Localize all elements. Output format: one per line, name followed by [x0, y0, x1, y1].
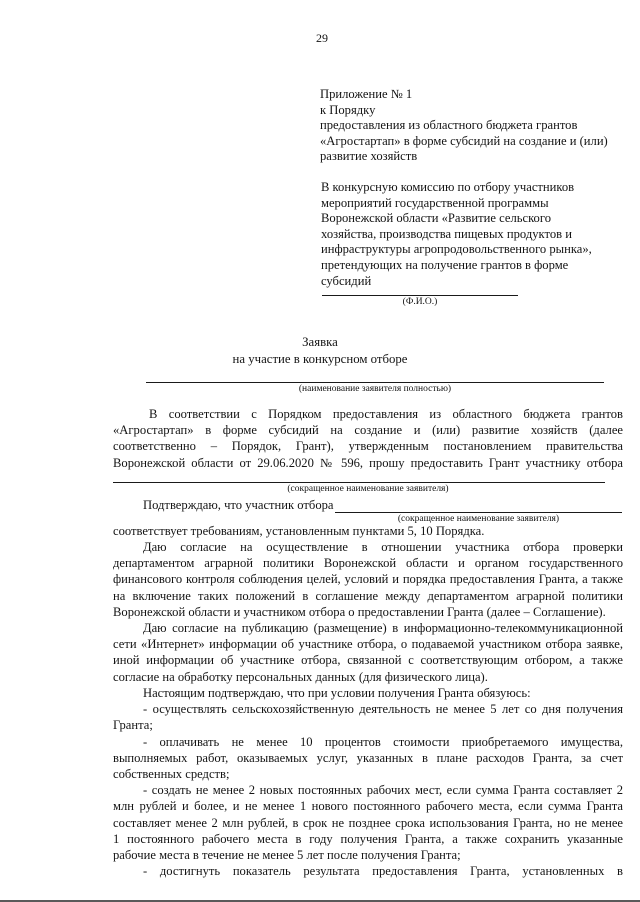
page-number: 29: [316, 31, 328, 45]
text-line: Даю согласие на публикацию (размещение) в информационно-телекоммуникационной: [143, 621, 623, 635]
applicant-name-caption: (наименование заявителя полностью): [298, 384, 452, 394]
text-line: финансового контроля соблюдения целей, условий и порядка предоставления Гранта, а также: [113, 572, 623, 587]
appendix-block: [320, 87, 608, 165]
confirm-prefix: Подтверждаю, что участник отбора: [143, 498, 334, 512]
obligation-line: - оплачивать не менее 10 процентов стоимости приобретаемого имущества,: [143, 734, 623, 749]
short-name-caption-1: (сокращенное наименование заявителя): [287, 484, 449, 494]
obligation-line: выполняемых работ, оказываемых услуг, указанных в плане расходов Гранта, за счет: [113, 750, 623, 765]
obligations-block: [113, 685, 623, 879]
fio-blank-line: [322, 295, 518, 296]
appendix-line: предоставления из областного бюджета грантов: [320, 118, 578, 133]
appendix-line: развитие хозяйств: [320, 149, 418, 164]
obligation-line: - осуществлять сельскохозяйственную деятельность не менее 5 лет со дня получения: [143, 702, 623, 717]
addressee-line: Воронежской области «Развитие сельского: [321, 211, 552, 226]
addressee-line: претендующих на получение грантов в форме: [321, 257, 569, 272]
appendix-line: к Порядку: [320, 102, 376, 117]
document-title: Заявка: [302, 335, 338, 349]
applicant-name-line: [146, 382, 604, 383]
appendix-line: Приложение № 1: [320, 87, 413, 101]
short-name-line-2: [335, 512, 622, 513]
text-line: Воронежской области и участником отбора о предоставлении Гранта (далее – Соглашение).: [113, 604, 606, 619]
appendix-line: «Агростартап» в форме субсидий на создание и (или): [320, 133, 608, 148]
paragraph-consent-check: [113, 539, 623, 620]
text-line: Настоящим подтверждаю, что при условии получения Гранта обязуюсь:: [143, 686, 531, 700]
fio-caption: (Ф.И.О.): [402, 297, 438, 307]
short-name-line-1: [113, 482, 605, 483]
text-line: соответственно – Порядок, Грант), утвержденным постановлением правительства: [113, 439, 623, 454]
text-line: соответствует требованиям, установленным пунктами 5, 10 Порядка.: [113, 524, 485, 538]
addressee-line: инфраструктуры агропродовольственного рынка»,: [321, 242, 592, 257]
text-line: иной информации об участнике отбора, связанной с соответствующим отбором, а также: [113, 653, 623, 668]
addressee-line: мероприятий государственной программы: [321, 195, 549, 210]
addressee-line: В конкурсную комиссию по отбору участников: [321, 180, 575, 194]
document-subtitle: на участие в конкурсном отборе: [232, 352, 408, 366]
text-line: сети «Интернет» информации об участнике отбора, о подаваемой участником отбора заявке,: [113, 637, 623, 652]
obligation-line: млн рублей и более, и не менее 1 нового постоянного рабочего места, если сумма Гранта: [113, 799, 623, 814]
text-line: на включение таких положений в соглашение между департаментом аграрной политики: [113, 588, 623, 603]
addressee-line: субсидий: [321, 273, 372, 288]
confirm-end: [113, 523, 623, 539]
obligation-line: рабочие места в течение не менее 5 лет после получения Гранта;: [113, 848, 461, 863]
text-line: согласие на обработку персональных данных (для физического лица).: [113, 669, 488, 684]
obligation-line: - создать не менее 2 новых постоянных рабочих мест, если сумма Гранта составляет 2: [143, 783, 623, 798]
text-line: «Агростартап» в форме субсидий на создание и (или) развитие хозяйств (далее: [113, 423, 623, 438]
confirm-line: [113, 497, 334, 513]
paragraph-consent-publication: [113, 620, 623, 685]
addressee-line: хозяйства, производства пищевых продуктов и: [321, 226, 572, 241]
text-line: Даю согласие на осуществление в отношении участника отбора проверки: [143, 540, 623, 554]
obligation-line: 1 постоянного рабочего места в году получения Гранта, а также сохранить указанные: [113, 831, 623, 846]
obligation-line: составляет менее 2 млн рублей, в срок не позднее срока использования Гранта, но не менее: [113, 815, 623, 830]
text-line: В соответствии с Порядком предоставления из областного бюджета грантов: [149, 407, 623, 421]
text-line: департаментом аграрной политики Воронежской области и органом государственного: [113, 556, 623, 571]
short-name-caption-2: (сокращенное наименование заявителя): [397, 514, 560, 524]
addressee-block: [321, 180, 592, 289]
paragraph-request: [113, 406, 623, 471]
text-line: Воронежской области от 29.06.2020 № 596, прошу предоставить Грант участнику отбора: [113, 455, 623, 470]
obligation-line: собственных средств;: [113, 767, 230, 782]
obligation-line: - достигнуть показатель результата предоставления Гранта, установленных в: [143, 864, 623, 879]
obligation-line: Гранта;: [113, 718, 153, 733]
